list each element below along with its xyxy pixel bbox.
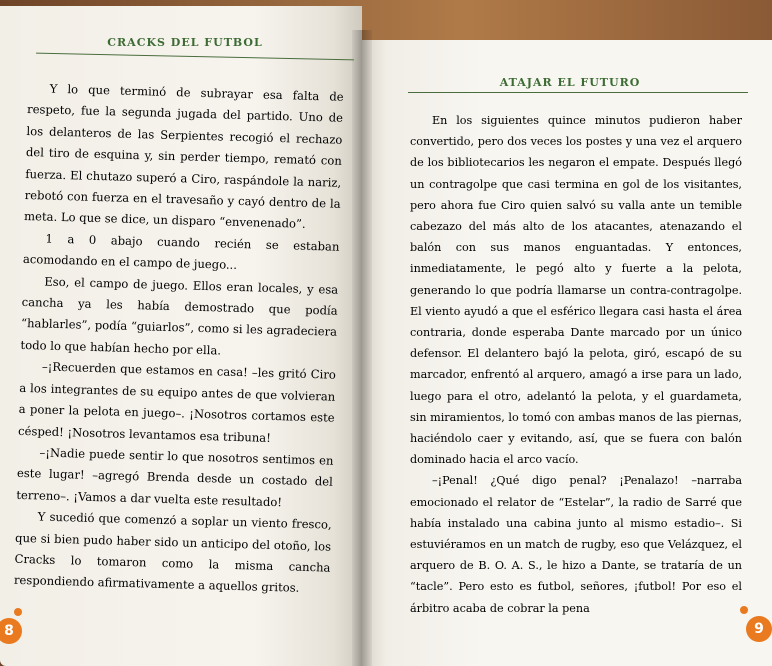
left-paragraph: Y sucedió que comenzó a soplar un viento fresco, que si bien pudo haber sido un anticipo del otoño, los Cracks lo tomaron como la misma cancha respondiendo afirmativamente a aquellos gritos. — [13, 509, 332, 596]
left-page-number: 8 — [0, 618, 22, 644]
orange-splash-decoration — [14, 608, 22, 616]
right-page-body — [410, 110, 742, 619]
left-page-body — [14, 78, 344, 600]
right-paragraph: –¡Penal! ¿Qué digo penal? ¡Penalazo! –narraba emocionado el relator de “Estelar”, la radio de Sarré que había instalado una cabina junto al mismo estadio–. Si estuviéramos en un match de rugby, eso que Velázquez, el arquero de B. O. A. S., le hizo a Dante, se trataría de un “tacle”. Pero esto es futbol, señores, ¡futbol! Por eso el árbitro acaba de cobrar la pena — [410, 474, 742, 615]
right-page-number: 9 — [746, 616, 772, 642]
left-paragraph: –¡Recuerden que estamos en casa! –les gritó Ciro a los integrantes de su equipo antes de que volvieran a poner la pelota en juego–. ¡Nosotros cortamos este césped! ¡Nosotros levantamos esa tribuna! — [17, 359, 337, 445]
left-paragraph: Eso, el campo de juego. Ellos eran locales, y esa cancha ya les había demostrado que podía “hablarles”, podía “guiarlos”, como si les agradeciera todo lo que habían hecho por ella. — [20, 274, 339, 358]
right-paragraph: En los siguientes quince minutos pudieron haber convertido, pero dos veces los postes y una vez el arquero de los bibliotecarios les negaron el empate. Después llegó un contragolpe que casi termina en gol de los visitantes, pero ahora fue Ciro quien salvó su valla ante un temible cabezazo del más alto de los atacantes, atenazando el balón con sus manos enguantadas. Y entonces, inmediatamente, le pegó alto y fuerte a la pelota, generando lo que podría llamarse un contra-contragolpe. El viento ayudó a que el esférico llegara casi hasta el área contraria, donde esperaba Dante marcado por un único defensor. El delantero bajó la pelota, giró, escapó de su marcador, enfrentó al arquero, amagó a irse para un lado, luego para el otro, adelantó la pelota, y el guardameta, sin miramientos, lo tomó con ambas manos de las piernas, haciéndolo caer y evitando, así, que se fuera con balón dominado hacia el arco vacío. — [410, 114, 742, 467]
book-spine-shadow — [352, 30, 372, 666]
orange-splash-decoration — [740, 606, 748, 614]
left-paragraph: 1 a 0 abajo cuando recién se estaban acomodando en el campo de juego... — [22, 231, 340, 273]
right-header-rule — [408, 92, 748, 93]
right-page-header: ATAJAR EL FUTURO — [499, 76, 641, 89]
left-paragraph: –¡Nadie puede sentir lo que nosotros sentimos en este lugar! –agregó Brenda desde un costado del terreno–. ¡Vamos a dar vuelta este resultado! — [16, 445, 334, 509]
left-paragraph: Y lo que terminó de subrayar esa falta de respeto, fue la segunda jugada del partido. Uno de los delanteros de las Serpientes recogió el rechazo del tiro de esquina y, sin perder tiempo, remató con fuerza. El chutazo superó a Ciro, raspándole la nariz, rebotó con fuerza en el travesaño y cayó dentro de la meta. Lo que se dice, un disparo “envenenado”. — [23, 81, 344, 232]
left-page-header: CRACKS DEL FUTBOL — [107, 36, 263, 49]
